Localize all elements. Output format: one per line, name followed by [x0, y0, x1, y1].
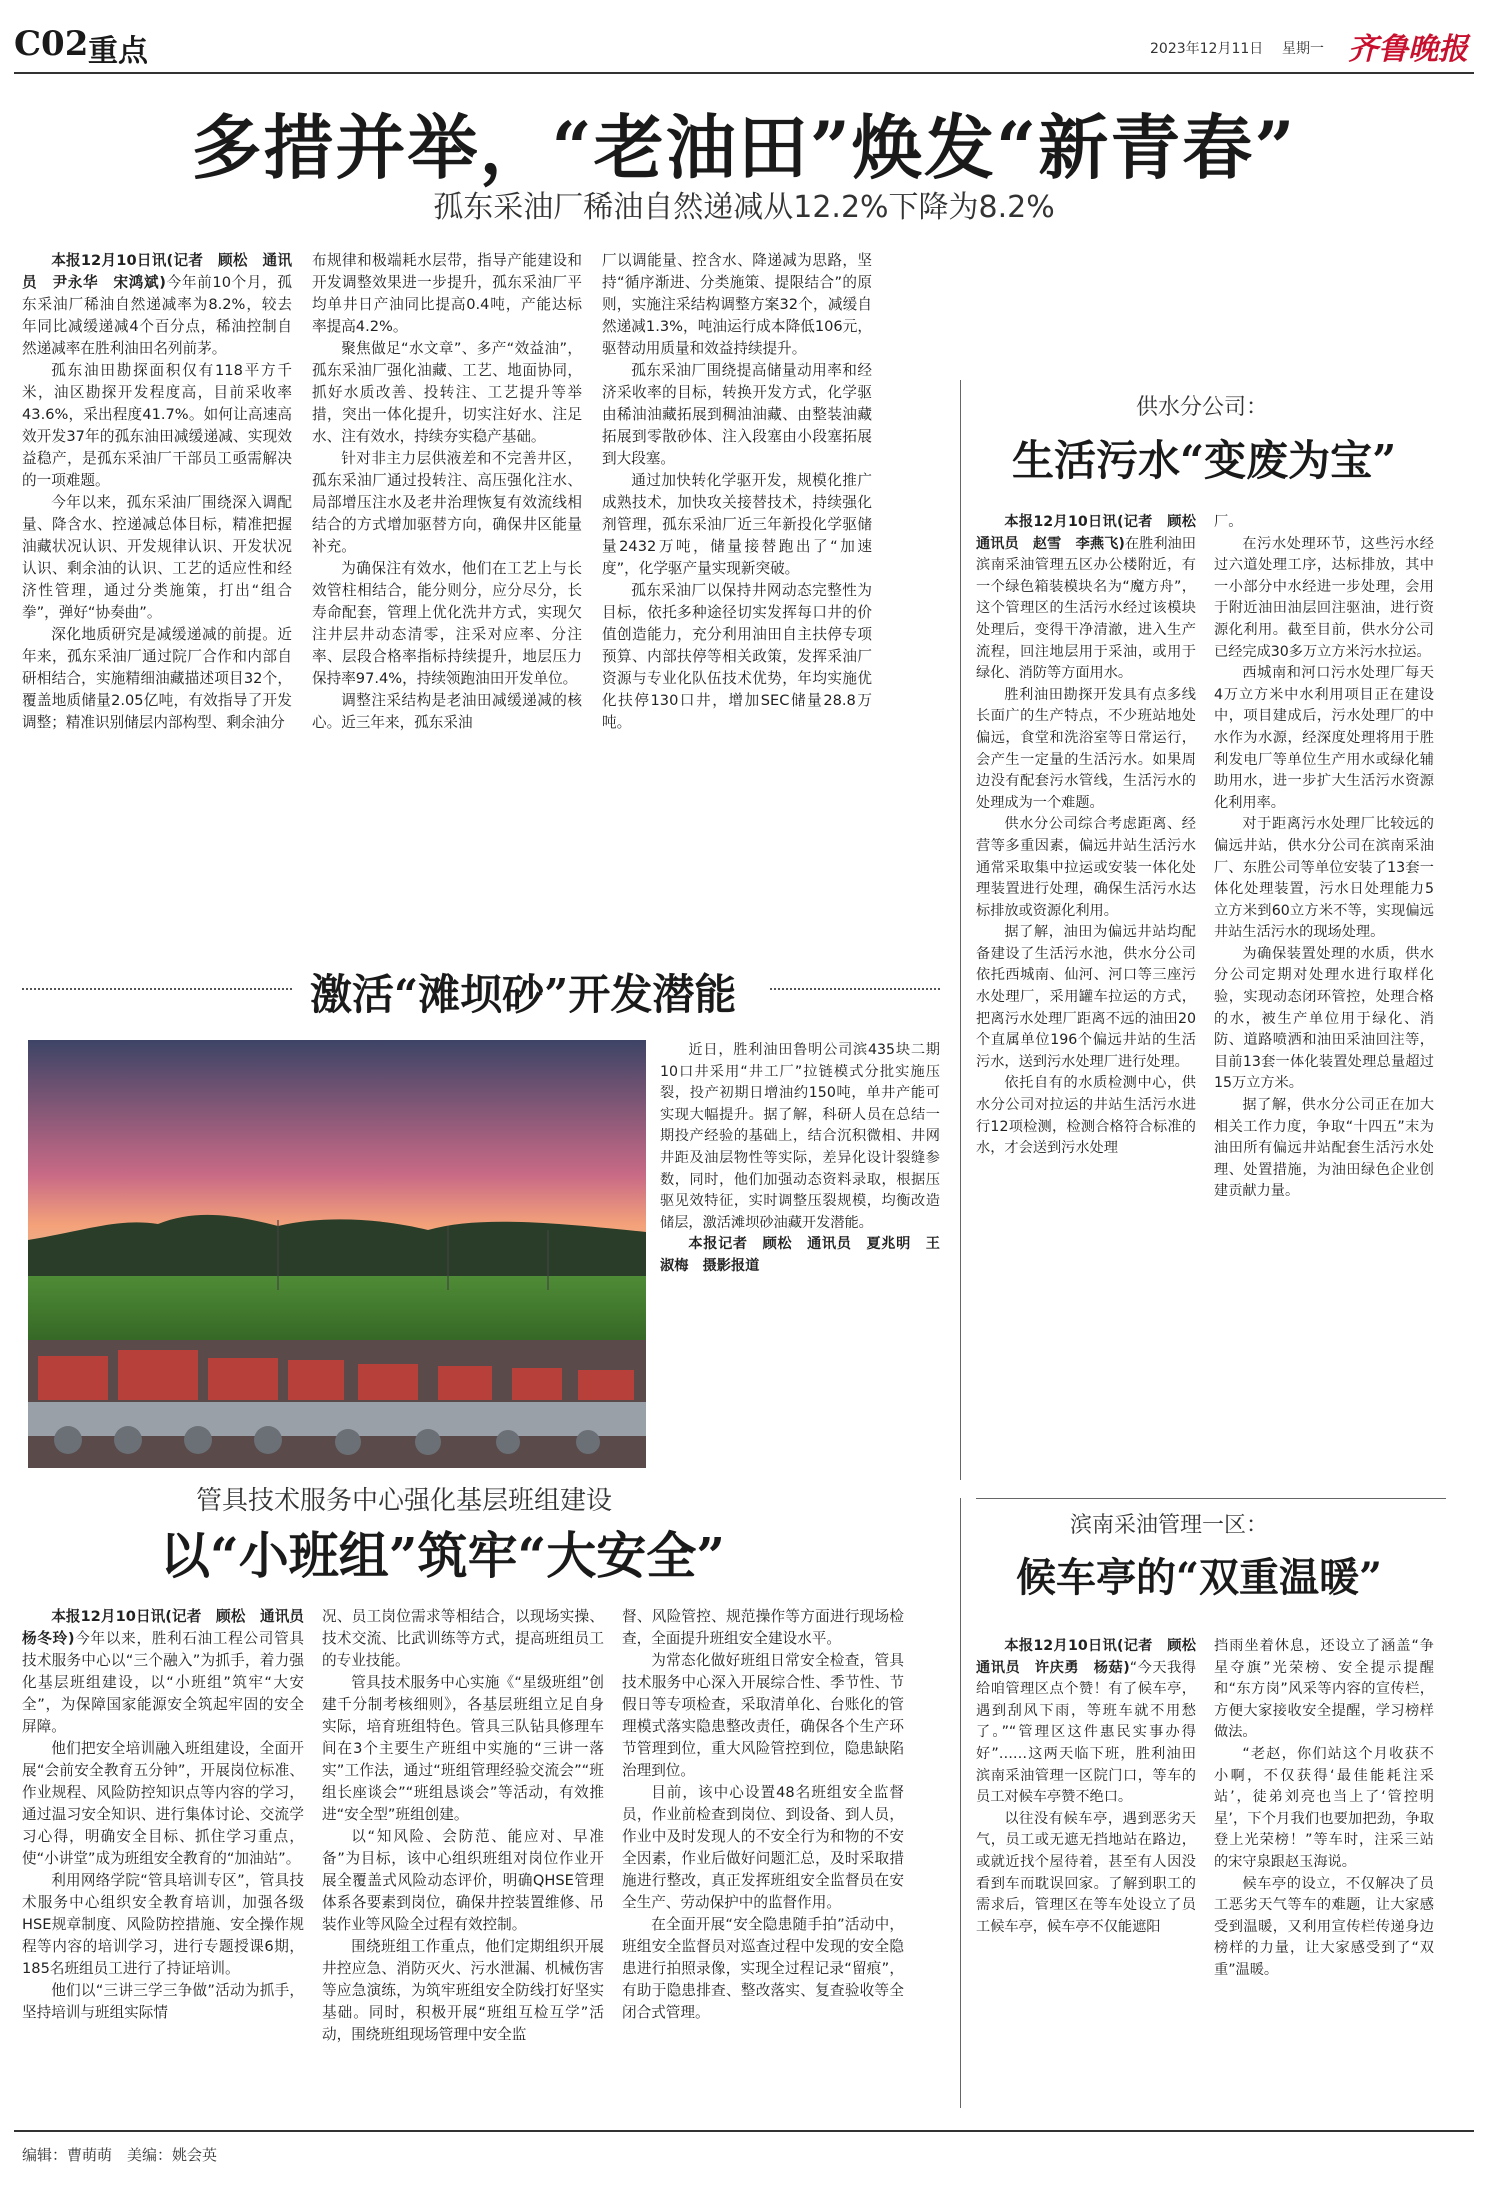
safety-col-3: [622, 1606, 904, 2106]
paragraph: 西城南和河口污水处理厂每天4万立方米中水利用项目正在建设中，项目建成后，污水处理厂的中水作为水源，经深度处理将用于胜利发电厂等单位生产用水或绿化辅助用水，进一步扩大生活污水资源化利用率。: [1214, 665, 1434, 811]
sand-headline: 激活“滩坝砂”开发潜能: [310, 970, 737, 1019]
paragraph: “老赵，你们站这个月收获不小啊，不仅获得‘最佳能耗注采站’，徒弟刘亮也当上了‘管控明星’，下个月我们也要加把劲，争取登上光荣榜！”等车时，注采三站的宋守泉跟赵玉海说。: [1214, 1745, 1434, 1870]
water-col-b: [1214, 512, 1434, 1462]
paragraph: 他们把安全培训融入班组建设，全面开展“会前安全教育五分钟”，开展岗位标准、作业规程、风险防控知识点等内容的学习，通过温习安全知识、进行集体讨论、交流学习心得，明确安全目标、抓住学习重点，使“小讲堂”成为班组安全教育的“加油站”。: [22, 1740, 304, 1867]
paragraph: 挡雨坐着休息，还设立了涵盖“争星夺旗”光荣榜、安全提示提醒和“东方岗”风采等内容的宣传栏，方便大家接收安全提醒，学习榜样做法。: [1214, 1638, 1434, 1741]
paragraph: 为确保装置处理的水质，供水分公司定期对处理水进行取样化验，实现动态闭环管控，处理合格的水，被生产单位用于绿化、消防、道路喷洒和油田采油回注等，目前13套一体化装置处理总量超过15万立方米。: [1214, 945, 1434, 1092]
paragraph: 据了解，供水分公司正在加大相关工作力度，争取“十四五”末为油田所有偏远井站配套生活污水处理、处置措施，为油田绿色企业创建贡献力量。: [1214, 1097, 1434, 1200]
water-col-a: [976, 512, 1211, 1462]
header-divider: [14, 72, 1474, 74]
sand-credit: [660, 1234, 940, 1277]
paragraph: 在污水处理环节，这些污水经过六道处理工序，达标排放，其中一小部分中水经进一步处理，会用于附近油田油层回注驱油，进行资源化利用。截至目前，供水分公司已经完成30多万立方米污水拉运。: [1214, 535, 1434, 660]
paragraph: 为常态化做好班组日常安全检查，管具技术服务中心深入开展综合性、季节性、节假日等专项检查，采取清单化、台账化的管理模式落实隐患整改责任，确保各个生产环节管理到位，重大风险管控到位，隐患缺陷治理到位。: [622, 1652, 904, 1779]
page-header: [14, 22, 1474, 70]
water-headline: 生活污水“变废为宝”: [1012, 436, 1397, 485]
footer-divider: [14, 2130, 1474, 2132]
main-byline-paragraph: [22, 250, 292, 360]
paragraph: 孤东油田勘探面积仅有118平方千米，油区勘探开发程度高，目前采收率43.6%，采出程度41.7%。如何让高速高效开发37年的孤东油田减缓递减、实现效益稳产，是孤东采油厂干部员工亟需解决的一项难题。: [22, 362, 292, 489]
safety-col-2: [322, 1606, 604, 2106]
page-code: C02: [14, 24, 89, 64]
paragraph: 据了解，油田为偏远井站均配备建设了生活污水池，供水分公司依托西城南、仙河、河口等三座污水处理厂，采用罐车拉运的方式，把离污水处理厂距离不远的油田20个直属单位196个偏远井站的生活污水，送到污水处理厂进行处理。: [976, 924, 1196, 1070]
paragraph: 他们以“三讲三学三争做”活动为抓手，坚持培训与班组实际情: [22, 1982, 304, 2021]
main-col-2: [312, 250, 582, 944]
sand-text: [660, 1040, 940, 1452]
oilfield-photo: [28, 1040, 646, 1468]
paragraph: 调整注采结构是老油田减缓递减的核心。近三年来，孤东采油: [312, 692, 582, 731]
safety-col-1: [22, 1606, 319, 2106]
paragraph: 针对非主力层供液差和不完善井区，孤东采油厂通过投转注、高压强化注水、局部增压注水及老井治理恢复有效流线相结合的方式增加驱替方向，确保井区能量补充。: [312, 450, 582, 555]
paragraph: 为确保注有效水，他们在工艺上与长效管柱相结合，能分则分，应分尽分，长寿命配套，管理上优化洗井方式，实现欠注井层井动态清零，注采对应率、分注率、层段合格率指标持续提升，地层压力保持率97.4%，持续领跑油田开发单位。: [312, 560, 582, 687]
paragraph: 在全面开展“安全隐患随手拍”活动中，班组安全监督员对巡查过程中发现的安全隐患进行拍照录像，实现全过程记录“留痕”，有助于隐患排查、整改落实、复查验收等全闭合式管理。: [622, 1916, 904, 2021]
paragraph: 今年以来，孤东采油厂围绕深入调配量、降含水、控递减总体目标，精准把握油藏状况认识、开发规律认识、开发状况认识、剩余油的认识、工艺的适应性和经济性管理，通过分类施策，打出“组合拳”，弹好“协奏曲”。: [22, 494, 292, 621]
paragraph: 今年以来，胜利石油工程公司管具技术服务中心以“三个融入”为抓手，着力强化基层班组建设，以“小班组”筑牢“大安全”，为保障国家能源安全筑起牢固的安全屏障。: [22, 1630, 304, 1735]
column-divider: [960, 380, 961, 1480]
paragraph: 督、风险管控、规范操作等方面进行现场检查，全面提升班组安全建设水平。: [622, 1608, 904, 1647]
water-byline-paragraph: [976, 512, 1211, 685]
footer-editor: 编辑：曹萌萌 美编：姚会英: [22, 2146, 218, 2164]
shelter-kicker: 滨南采油管理一区：: [1070, 1513, 1269, 1538]
paragraph: 以“知风险、会防范、能应对、早准备”为目标，该中心组织班组对岗位作业开展全覆盖式风险动态评价，明确QHSE管理体系各要素到岗位，确保井控装置维修、吊装作业等风险全过程有效控制。: [322, 1828, 604, 1933]
paragraph: 围绕班组工作重点，他们定期组织开展井控应急、消防灭火、污水泄漏、机械伤害等应急演练，为筑牢班组安全防线打好坚实基础。同时，积极开展“班组互检互学”活动，围绕班组现场管理中安全监: [322, 1938, 604, 2043]
paragraph: 胜利油田勘探开发具有点多线长面广的生产特点，不少班站地处偏远，食堂和洗浴室等日常运行，会产生一定量的生活污水。如果周边没有配套污水管线，生活污水的处理成为一个难题。: [976, 686, 1196, 811]
safety-byline-paragraph: [22, 1606, 319, 1738]
oilfield-photo-art: [28, 1040, 646, 1468]
paragraph: 聚焦做足“水文章”、多产“效益油”，孤东采油厂强化油藏、工艺、地面协同，抓好水质改善、投转注、工艺提升等举措，突出一体化提升，切实注好水、注足水、注有效水，持续夯实稳产基础。: [312, 340, 582, 445]
paragraph: 通过加快转化学驱开发，规模化推广成熟技术，加快攻关接替技术，持续强化剂管理，孤东采油厂近三年新投化学驱储量2432万吨，储量接替跑出了“加速度”，化学驱产量实现新突破。: [602, 472, 872, 577]
paragraph: 依托自有的水质检测中心，供水分公司对拉运的井站生活污水进行12项检测，检测合格符合标准的水，才会送到污水处理: [976, 1075, 1196, 1157]
sand-credit-text: 本报记者 顾松 通讯员 夏兆明 王淑梅 摄影报道: [660, 1236, 940, 1274]
paragraph: 候车亭的设立，不仅解决了员工恶劣天气等车的难题，让大家感受到温暖，又利用宣传栏传递身边榜样的力量，让大家感受到了“双重”温暖。: [1214, 1875, 1434, 1978]
sand-divider-right: [770, 988, 940, 990]
paragraph: 今年前10个月，孤东采油厂稀油自然递减率为8.2%，较去年同比减缓递减4个百分点，稀油控制自然递减率在胜利油田名列前茅。: [22, 274, 293, 357]
issue-weekday: 星期一: [1282, 41, 1324, 57]
brand-logo: 齐鲁晚报: [1348, 32, 1468, 67]
main-subtitle: 孤东采油厂稀油自然递减从12.2%下降为8.2%: [433, 190, 1055, 225]
paragraph: 对于距离污水处理厂比较远的偏远井站，供水分公司在滨南采油厂、东胜公司等单位安装了13套一体化处理装置，污水日处理能力5立方米到60立方米不等，实现偏远井站生活污水的现场处理。: [1214, 816, 1434, 941]
safety-headline: 以“小班组”筑牢“大安全”: [160, 1526, 726, 1585]
issue-date: 2023年12月11日: [1150, 41, 1264, 57]
shelter-divider: [976, 1498, 1446, 1499]
paragraph: 目前，该中心设置48名班组安全监督员，作业前检查到岗位、到设备、到人员，作业中及时发现人的不安全行为和物的不安全因素，作业后做好问题汇总，及时采取措施进行整改，真正发挥班组安全监督员在安全生产、劳动保护中的监督作用。: [622, 1784, 904, 1911]
paragraph: 厂。: [1214, 514, 1243, 530]
main-byline: 本报12月10日讯(记者 顾松 通讯员 尹永华 宋鸿斌): [22, 252, 292, 291]
main-col-3: [602, 250, 872, 944]
water-byline: 本报12月10日讯(记者 顾松 通讯员 赵雪 李燕飞): [976, 514, 1211, 552]
paragraph: “今天我得给咱管理区点个赞！有了候车亭，遇到刮风下雨，等班车就不用愁了。”“管理区这件惠民实事办得好”……这两天临下班，胜利油田滨南采油管理一区院门口，等车的员工对候车亭赞不绝口。: [976, 1659, 1196, 1806]
paragraph: 孤东采油厂围绕提高储量动用率和经济采收率的目标，转换开发方式，化学驱由稀油油藏拓展到稠油油藏、由整装油藏拓展到零散砂体、注入段塞由小段塞拓展到大段塞。: [602, 362, 872, 467]
safety-byline: 本报12月10日讯(记者 顾松 通讯员 杨冬玲): [22, 1608, 319, 1647]
column-divider: [960, 1498, 961, 2108]
main-headline: 多措并举，“老油田”焕发“新青春”: [191, 106, 1297, 189]
paragraph: 供水分公司综合考虑距离、经营等多重因素，偏远井站生活污水通常采取集中拉运或安装一体化处理装置进行处理，确保生活污水达标排放或资源化利用。: [976, 816, 1196, 919]
shelter-col-a: [976, 1636, 1211, 2106]
paragraph: 近日，胜利油田鲁明公司滨435块二期10口井采用“井工厂”拉链模式分批实施压裂，投产初期日增油约150吨，单井产能可实现大幅提升。据了解，科研人员在总结一期投产经验的基础上，结合沉积微相、井网井距及油层物性等实际，差异化设计裂缝参数，同时，他们加强动态资料录取，根据压驱见效特征，实时调整压裂规模，均衡改造储层，激活滩坝砂油藏开发潜能。: [660, 1042, 940, 1231]
paragraph: 管具技术服务中心实施《“星级班组”创建千分制考核细则》，各基层班组立足自身实际，培育班组特色。管具三队钻具修理车间在3个主要生产班组中实施的“三讲一落实”工作法，通过“班组管理经验交流会”“班组长座谈会”“班组恳谈会”等活动，有效推进“安全型”班组创建。: [322, 1674, 604, 1823]
shelter-byline: 本报12月10日讯(记者 顾松 通讯员 许庆勇 杨菇): [976, 1638, 1211, 1676]
water-kicker: 供水分公司：: [1136, 395, 1269, 420]
paragraph: 利用网络学院“管具培训专区”，管具技术服务中心组织安全教育培训，加强各级HSE规章制度、风险防控措施、安全操作规程等内容的培训学习，进行专题授课6期，185名班组员工进行了持证培训。: [22, 1872, 304, 1977]
paragraph: 深化地质研究是减缓递减的前提。近年来，孤东采油厂通过院厂合作和内部自研相结合，实施精细油藏描述项目32个，覆盖地质储量2.05亿吨，有效指导了开发调整；精准识别储层内部构型、剩余油分: [22, 626, 292, 731]
main-col-1: [22, 250, 292, 944]
paragraph: 在胜利油田滨南采油管理五区办公楼附近，有一个绿色箱装模块名为“魔方舟”，这个管理区的生活污水经过该模块处理后，变得干净清澈，进入生产流程，回注地层用于采油，或用于绿化、消防等方面用水。: [976, 535, 1196, 682]
paragraph: 况、员工岗位需求等相结合，以现场实操、技术交流、比武训练等方式，提高班组员工的专业技能。: [322, 1608, 604, 1669]
paragraph: 布规律和极端耗水层带，指导产能建设和开发调整效果进一步提升，孤东采油厂平均单井日产油同比提高0.4吨，产能达标率提高4.2%。: [312, 252, 582, 335]
paragraph: 孤东采油厂以保持井网动态完整性为目标，依托多种途径切实发挥每口井的价值创造能力，充分利用油田自主扶停专项预算、内部扶停等相关政策，发挥采油厂资源与专业化队伍技术优势，年均实施优化扶停130口井，增加SEC储量28.8万吨。: [602, 582, 872, 731]
safety-kicker: 管具技术服务中心强化基层班组建设: [196, 1486, 613, 1516]
paragraph: 以往没有候车亭，遇到恶劣天气，员工或无遮无挡地站在路边，或就近找个屋待着，甚至有人因没看到车而耽误回家。了解到职工的需求后，管理区在等车处设立了员工候车亭，候车亭不仅能遮阳: [976, 1810, 1196, 1935]
section-label: 重点: [88, 34, 148, 69]
shelter-byline-paragraph: [976, 1636, 1211, 1809]
shelter-col-b: [1214, 1636, 1434, 2106]
shelter-headline: 候车亭的“双重温暖”: [1016, 1554, 1383, 1601]
paragraph: 厂以调能量、控含水、降递减为思路，坚持“循序渐进、分类施策、提限结合”的原则，实施注采结构调整方案32个，减缓自然递减1.3%，吨油运行成本降低106元，驱替动用质量和效益持续提升。: [602, 252, 872, 357]
sand-divider-left: [22, 988, 292, 990]
